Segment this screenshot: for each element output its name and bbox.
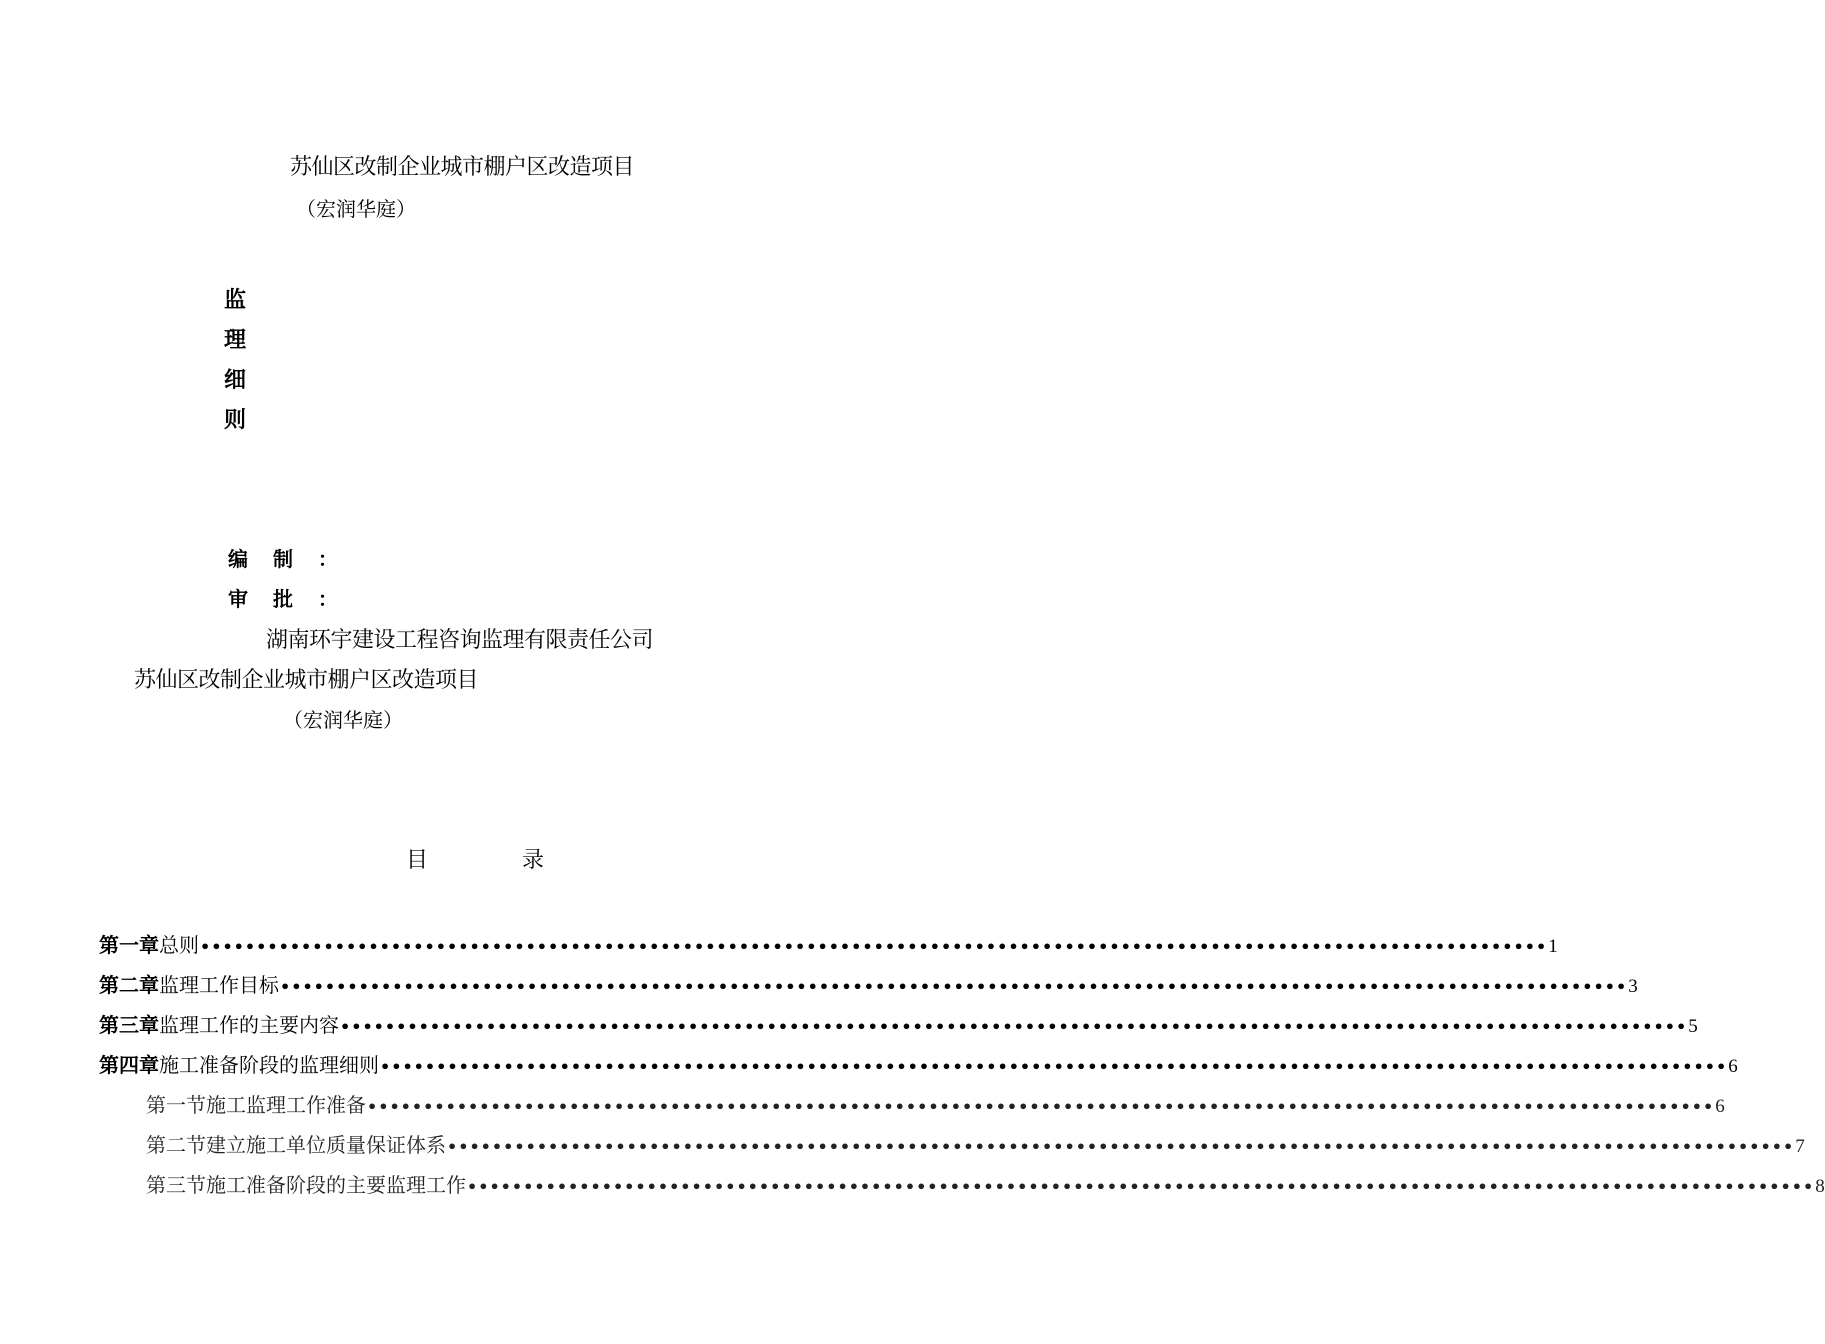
project-subtitle: （宏润华庭） (296, 197, 416, 221)
toc-entry-title: 施工监理工作准备 (206, 1093, 366, 1117)
toc-leader-dots: •••••••••••••••••••••••••••••••••••••••••••••••••••••••••••••••••••••••••••••••••••••••••••••••••••••••••••••••••••••••• (447, 1137, 1795, 1156)
toc-entry-number: 第二节 (146, 1133, 206, 1157)
toc-entry-page: 7 (1795, 1136, 1805, 1157)
project-title-repeat: 苏仙区改制企业城市棚户区改造项目 (134, 668, 479, 693)
toc-entry-number: 第三节 (146, 1173, 206, 1197)
toc-entry-number: 第一章 (99, 933, 159, 957)
doc-type-char-4: 则 (224, 408, 247, 433)
toc-entry-number: 第三章 (99, 1013, 159, 1037)
toc-entry-title: 建立施工单位质量保证体系 (206, 1133, 446, 1157)
project-title: 苏仙区改制企业城市棚户区改造项目 (290, 155, 635, 180)
toc-entry-number: 第二章 (99, 973, 159, 997)
toc-entry-page: 3 (1628, 976, 1638, 997)
toc-leader-dots: •••••••••••••••••••••••••••••••••••••••••••••••••••••••••••••••••••••••••••••••••••••••••••••••••••••••••••••••••••••••• (467, 1177, 1815, 1196)
approved-by-label: 审 批 ： (228, 587, 347, 611)
toc-entry[interactable] (99, 929, 1558, 959)
toc-entry-page: 1 (1548, 936, 1558, 957)
toc-leader-dots: •••••••••••••••••••••••••••••••••••••••••••••••••••••••••••••••••••••••••••••••••••••••••••••••••••••••••••••••••••••••• (340, 1017, 1688, 1036)
toc-leader-dots: •••••••••••••••••••••••••••••••••••••••••••••••••••••••••••••••••••••••••••••••••••••••••••••••••••••••••••••••••••••••• (367, 1097, 1715, 1116)
toc-entry-title: 监理工作目标 (159, 973, 279, 997)
toc-leader-dots: •••••••••••••••••••••••••••••••••••••••••••••••••••••••••••••••••••••••••••••••••••••••••••••••••••••••••••••••••••••••• (280, 977, 1628, 996)
toc-entry-title: 监理工作的主要内容 (159, 1013, 339, 1037)
toc-entry-page: 8 (1815, 1176, 1825, 1197)
toc-entry-title: 施工准备阶段的监理细则 (159, 1053, 379, 1077)
toc-entry-number: 第四章 (99, 1053, 159, 1077)
toc-entry-page: 6 (1728, 1056, 1738, 1077)
toc-entry[interactable] (146, 1169, 1825, 1199)
doc-type-char-1: 监 (224, 288, 247, 313)
compiled-by-label: 编 制 ： (228, 547, 347, 571)
toc-leader-dots: •••••••••••••••••••••••••••••••••••••••••••••••••••••••••••••••••••••••••••••••••••••••••••••••••••••••••••••••••••••••• (200, 937, 1548, 956)
toc-entry[interactable] (99, 1049, 1738, 1079)
toc-heading-right: 录 (522, 848, 545, 873)
toc-entry-title: 施工准备阶段的主要监理工作 (206, 1173, 466, 1197)
toc-leader-dots: •••••••••••••••••••••••••••••••••••••••••••••••••••••••••••••••••••••••••••••••••••••••••••••••••••••••••••••••••••••••• (380, 1057, 1728, 1076)
company-name: 湖南环宇建设工程咨询监理有限责任公司 (266, 628, 654, 653)
toc-entry-number: 第一节 (146, 1093, 206, 1117)
toc-entry-title: 总则 (159, 933, 199, 957)
toc-entry-page: 5 (1688, 1016, 1698, 1037)
toc-entry[interactable] (146, 1089, 1725, 1119)
doc-type-char-3: 细 (224, 368, 247, 393)
project-subtitle-repeat: （宏润华庭） (283, 708, 403, 732)
toc-entry-page: 6 (1715, 1096, 1725, 1117)
toc-heading-left: 目 (406, 848, 429, 873)
doc-type-char-2: 理 (224, 328, 247, 353)
toc-entry[interactable] (146, 1129, 1805, 1159)
toc-entry[interactable] (99, 1009, 1698, 1039)
toc-entry[interactable] (99, 969, 1638, 999)
